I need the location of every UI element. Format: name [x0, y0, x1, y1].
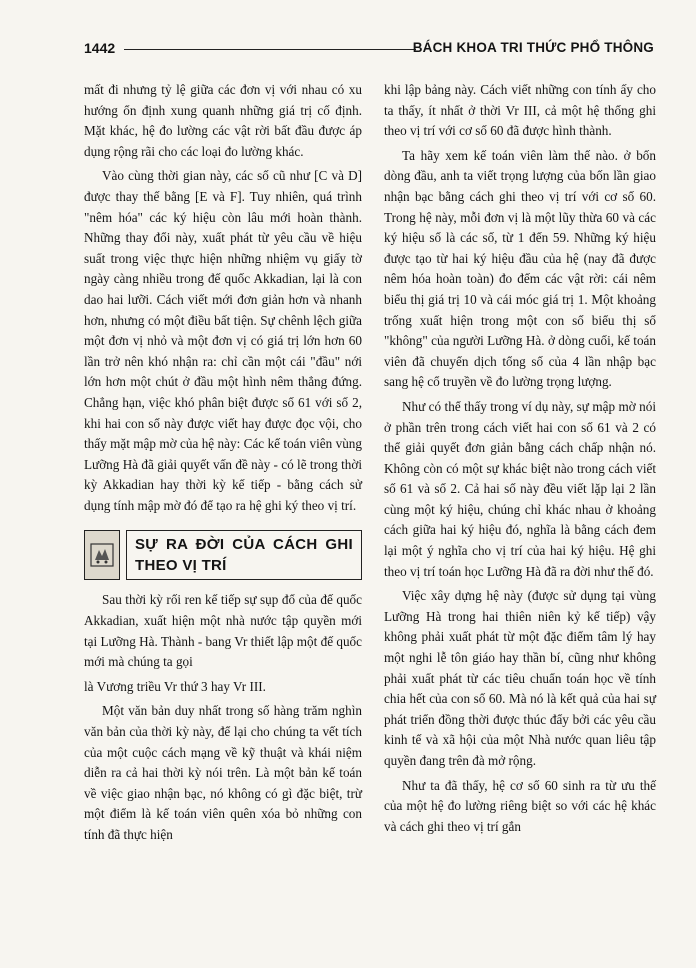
paragraph: Việc xây dựng hệ này (được sử dụng tại vùng Lưỡng Hà trong hai thiên niên kỷ kế tiếp) vậy không phải xuất phát từ một đặc điểm tâm lý hay một nghi lễ tôn giáo hay thần bí, cũng như không phải xuất phát từ các tiêu chuẩn toán học về tính chia hết của con số 60. Mà nó là kết quả của hai sự phát triển đồng thời được thúc đẩy bởi các yêu cầu kinh tế và xã hội của một Nhà nước quan liêu tập quyền đang trên đà mở rộng.: [384, 588, 656, 768]
book-title: BÁCH KHOA TRI THỨC PHỔ THÔNG: [412, 40, 654, 55]
paragraph: Ta hãy xem kế toán viên làm thế nào. ở bốn dòng đầu, anh ta viết trọng lượng của bốn lần giao nhận bạc bằng cách ghi theo vị trí với cơ số 60. Trong hệ này, mỗi đơn vị là một lũy thừa 60 và các ký hiệu số là các số, từ 1 đến 59. Những ký hiệu được tạo từ hai ký hiệu đầu của hệ (nay đã được nêm hóa hoàn toàn) đo đếm các vật rời: cái nêm biểu thị giá trị 10 và cái móc giá trị 1. Một khoảng trống xuất hiện trong một con số biểu thị số "không" của người Lưỡng Hà. ở dòng cuối, kế toán viên đã chuyển dịch tổng số của 4 lần nhập bạc sang hệ cổ truyền về đo lường trọng lượng.: [384, 147, 656, 390]
section-heading: [84, 530, 362, 580]
paragraph: Vào cùng thời gian này, các số cũ như [C và D] được thay thế bằng [E và F]. Tuy nhiên, quá trình "nêm hóa" các ký hiệu còn lâu mới hoàn thành. Những thay đổi này, xuất phát từ yêu cầu về hiệu suất trong việc thực hiện những nhiệm vụ giấy tờ ngày càng nhiều trong đế quốc Akkadian, lại là con dao hai lưỡi. Cách viết mới đơn giản hơn và nhanh hơn, nhưng có một điều bất tiện. Sự chênh lệch giữa một đơn vị nhỏ và một đơn vị có giá trị lớn hơn 60 lần trở nên khó nhận ra: chỉ cần một cái "đầu" nới lớn hơn một chút ở đầu một hình nêm thẳng đứng. Chẳng hạn, việc khó phân biệt được số 61 với số 2, khi hai con số này được viết hay được đọc vội, cho thấy mặt mập mờ của hệ này: Các kế toán viên vùng Lưỡng Hà đã giải quyết vấn đề này - có lẽ trong thời kỳ Akkadian hay thời kỳ kế tiếp - bằng cách sử dụng tính mập mờ đó để tạo ra hệ ghi ký theo vị trí.: [84, 168, 362, 513]
page-number: 1442: [84, 40, 116, 56]
ornament-icon: [84, 530, 120, 580]
section-title: SỰ RA ĐỜI CỦA CÁCH GHI THEO VỊ TRÍ: [126, 530, 362, 580]
paragraph: là Vương triều Vr thứ 3 hay Vr III.: [84, 678, 266, 694]
paragraph: Như ta đã thấy, hệ cơ số 60 sinh ra từ ưu thế của một hệ đo lường riêng biệt so với các hệ khác và cách ghi theo vị trí gắn: [384, 777, 656, 834]
header-rule: [124, 49, 416, 50]
paragraph: mất đi nhưng tỷ lệ giữa các đơn vị với nhau có xu hướng ổn định xung quanh những giá trị cố định. Mặt khác, hệ đo lường các vật rời bất đầu được áp dụng rộng rãi cho các loại đo lường khác.: [84, 82, 362, 159]
paragraph: Sau thời kỳ rối ren kế tiếp sự sụp đổ của đế quốc Akkadian, xuất hiện một nhà nước tập quyền mới tại Lưỡng Hà. Thành - bang Vr thiết lập một đế quốc mới mà chúng ta gọi: [84, 592, 362, 670]
running-header: [84, 38, 654, 60]
left-column: [84, 80, 362, 850]
paragraph: khi lập bảng này. Cách viết những con tính ấy cho ta thấy, ít nhất ở thời Vr III, cả một hệ thống ghi theo vị trí với cơ số 60 đã được hình thành.: [384, 82, 656, 139]
paragraph: Một văn bản duy nhất trong số hàng trăm nghìn văn bản của thời kỳ này, để lại cho chúng ta vết tích của một cuộc cách mạng về kỹ thuật và khái niệm diễn ra cả hai thời kỳ nói trên. Là một bản kế toán về việc giao nhận bạc, nó không có gì đặc biệt, trừ một điểm là kế toán viên quên xóa bỏ những con tính đã thực hiện: [84, 703, 362, 842]
paragraph: Như có thể thấy trong ví dụ này, sự mập mờ nói ở phần trên trong cách viết hai con số 61 và 2 có thể giải quyết đơn giản bằng cách chấp nhận nó. Không còn có một sự khác biệt nào trong cách viết số 61 và số 2. Cả hai số này đều viết lặp lại 2 lần cùng một ký hiệu, chúng chỉ khác nhau ở khoảng cách giữa hai ký hiệu đó, nghĩa là bằng cách đem lại một ý nghĩa cho vị trí của hai ký hiệu. Hệ ghi theo vị trí toán học Lưỡng Hà đã ra đời như thế đó.: [384, 398, 656, 579]
right-column: [384, 80, 656, 841]
